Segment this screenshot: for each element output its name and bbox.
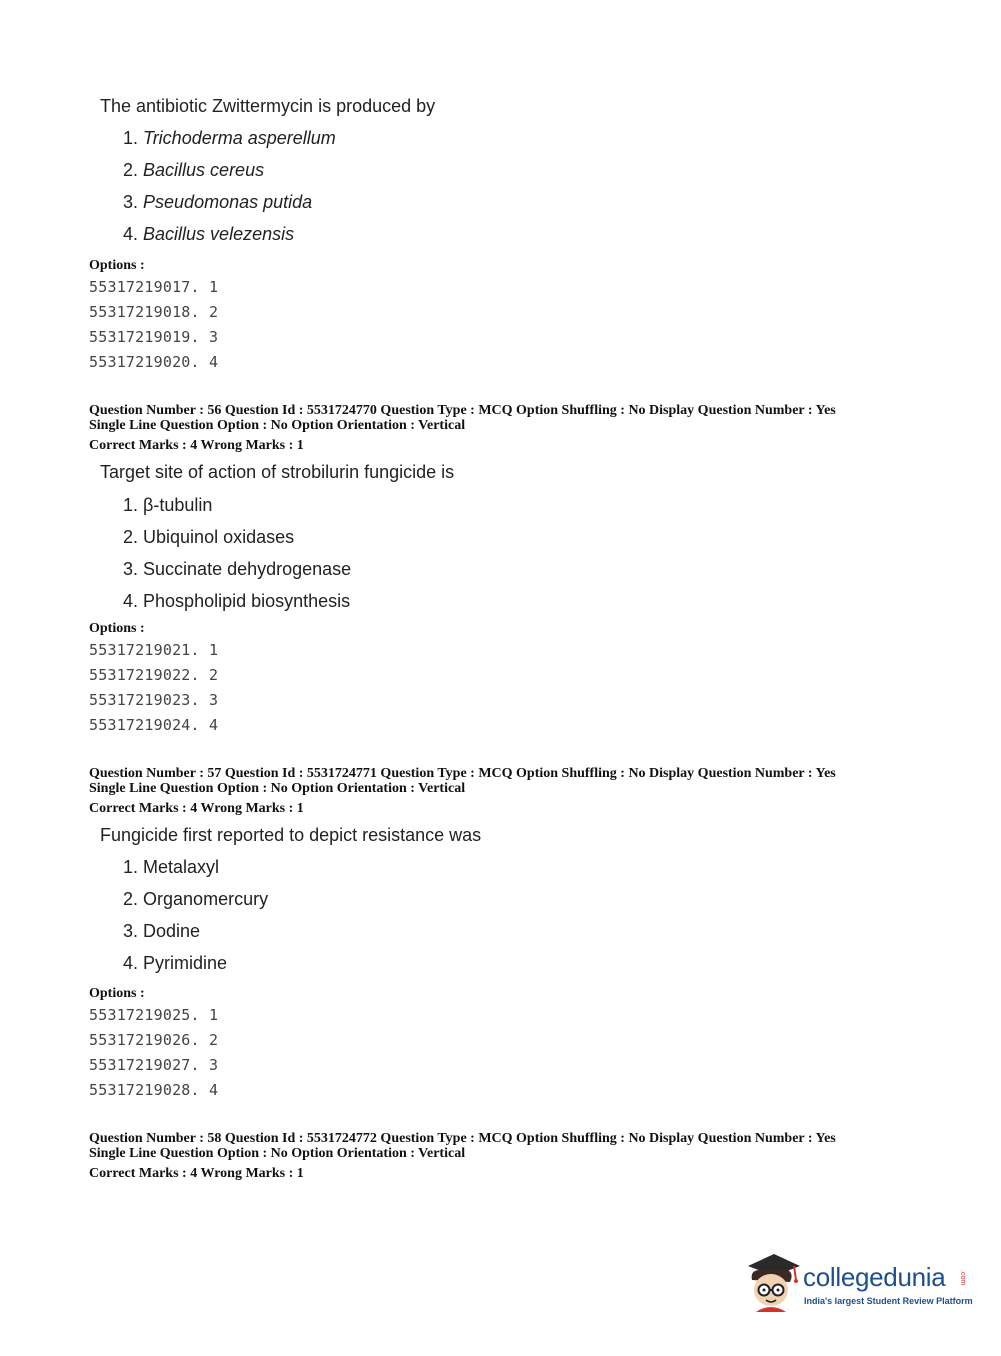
question-meta: Question Number : 58 Question Id : 5531724772 Question Type : MCQ Option Shuffling : No Display Question Number : Yes [89,1131,836,1146]
question-text: Target site of action of strobilurin fungicide is [100,462,455,482]
option-id: 55317219018. 2 [89,303,219,321]
option-id: 55317219021. 1 [89,641,219,659]
question-meta: Question Number : 57 Question Id : 5531724771 Question Type : MCQ Option Shuffling : No Display Question Number : Yes [89,766,836,781]
choice-item: 2. Ubiquinol oxidases [123,527,295,547]
question-marks: Correct Marks : 4 Wrong Marks : 1 [89,438,304,453]
choice-item: 1. β-tubulin [123,495,213,515]
option-id: 55317219019. 3 [89,328,219,346]
question-marks: Correct Marks : 4 Wrong Marks : 1 [89,801,304,816]
options-label: Options : [89,986,145,1001]
question-meta: Single Line Question Option : No Option Orientation : Vertical [89,418,466,433]
question-text: Fungicide first reported to depict resistance was [100,825,482,845]
question-meta: Question Number : 56 Question Id : 5531724770 Question Type : MCQ Option Shuffling : No Display Question Number : Yes [89,403,836,418]
logo-suffix: .com [959,1270,966,1286]
option-id: 55317219023. 3 [89,691,219,709]
choice-item: 3. Pseudomonas putida [123,192,313,212]
choice-item: 3. Succinate dehydrogenase [123,559,352,579]
choice-item: 4. Pyrimidine [123,953,228,973]
collegedunia-logo [742,1250,972,1312]
choice-item: 3. Dodine [123,921,201,941]
options-label: Options : [89,258,145,273]
question-meta: Single Line Question Option : No Option Orientation : Vertical [89,781,466,796]
question-text: The antibiotic Zwittermycin is produced by [100,96,436,116]
choice-item: 2. Bacillus cereus [123,160,265,180]
question-marks: Correct Marks : 4 Wrong Marks : 1 [89,1166,304,1181]
option-id: 55317219025. 1 [89,1006,219,1024]
logo-wordmark: collegedunia [803,1262,946,1292]
choice-item: 2. Organomercury [123,889,269,909]
option-id: 55317219027. 3 [89,1056,219,1074]
options-label: Options : [89,621,145,636]
option-id: 55317219026. 2 [89,1031,219,1049]
option-id: 55317219022. 2 [89,666,219,684]
choice-item: 4. Bacillus velezensis [123,224,295,244]
option-id: 55317219017. 1 [89,278,219,296]
logo-tagline: India's largest Student Review Platform [804,1296,973,1306]
question-meta: Single Line Question Option : No Option Orientation : Vertical [89,1146,466,1161]
option-id: 55317219024. 4 [89,716,219,734]
option-id: 55317219020. 4 [89,353,219,371]
mascot-icon [742,1250,802,1312]
choice-item: 1. Trichoderma asperellum [123,128,336,148]
option-id: 55317219028. 4 [89,1081,219,1099]
choice-item: 1. Metalaxyl [123,857,220,877]
choice-item: 4. Phospholipid biosynthesis [123,591,351,611]
